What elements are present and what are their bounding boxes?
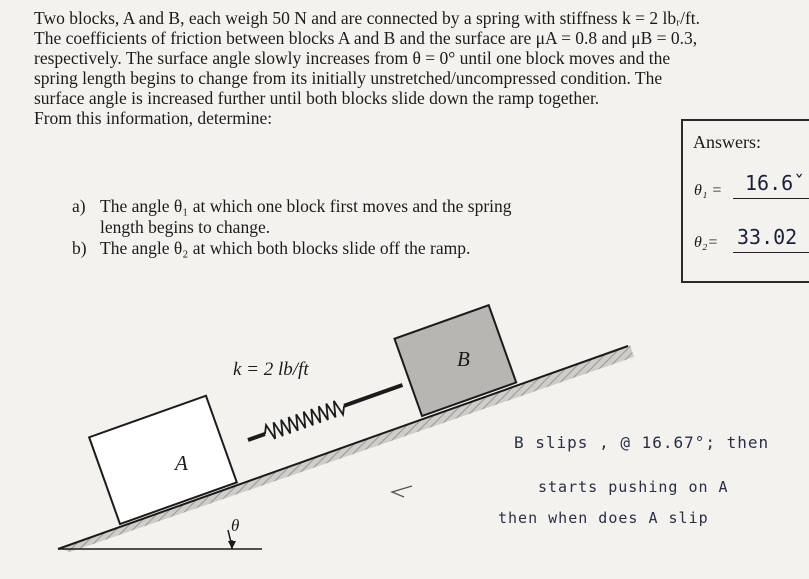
sketch-arrow	[392, 486, 412, 497]
spring-label: k = 2 lb/ft	[233, 359, 309, 380]
block-a	[89, 396, 237, 524]
problem-line: From this information, determine:	[34, 108, 273, 128]
problem-line: Two blocks, A and B, each weigh 50 N and are connected by a spring with stiffness k = 2 lbᵣ/ft.	[34, 8, 701, 28]
problem-line: spring length begins to change from its initially unstretched/uncompressed condition. The	[34, 68, 663, 88]
part-label: b)	[72, 238, 87, 258]
angle-label: θ	[231, 516, 240, 535]
answers-title: Answers:	[693, 132, 761, 152]
spring-rod-a	[248, 434, 265, 440]
theta1-label: θ₁ =	[694, 182, 723, 199]
theta1-answer[interactable]: 16.6ˇ	[745, 171, 806, 195]
problem-line: The coefficients of friction between blocks A and B and the surface are μA = 0.8 and μB = 0.3,	[34, 28, 698, 48]
theta2-label: θ₂=	[694, 234, 719, 251]
handwritten-note-3: then when does A slip	[498, 509, 709, 527]
handwritten-note-1: B slips , @ 16.67°; then	[514, 433, 770, 452]
handwritten-note-2: starts pushing on A	[538, 478, 729, 496]
part-text: length begins to change.	[100, 217, 271, 237]
block-b-label: B	[457, 347, 470, 371]
problem-line: surface angle is increased further until both blocks slide down the ramp together.	[34, 88, 600, 108]
part-label: a)	[72, 196, 86, 216]
spring-rod-b	[344, 385, 402, 406]
angle-arrowhead	[228, 541, 236, 549]
part-text: The angle θ₁ at which one block first moves and the spring	[100, 196, 512, 216]
theta2-answer[interactable]: 33.02	[737, 225, 798, 249]
part-text: The angle θ₂ at which both blocks slide off the ramp.	[100, 238, 471, 258]
spring-coil	[262, 398, 347, 441]
block-a-label: A	[175, 451, 188, 475]
problem-line: respectively. The surface angle slowly increases from θ = 0° until one block moves and the	[34, 48, 671, 68]
